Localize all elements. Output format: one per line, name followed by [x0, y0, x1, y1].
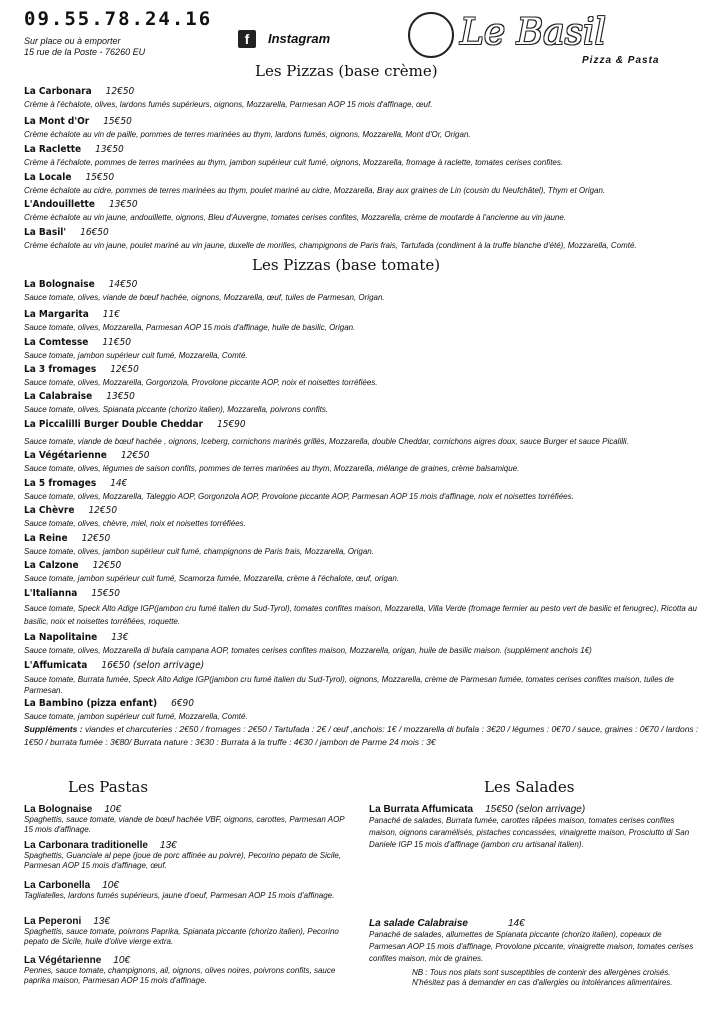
menu-item-desc: Sauce tomate, olives, légumes de saison confits, pommes de terres marinées au thym, Mozzarella, mélange de graines, crème balsamique.	[24, 464, 520, 473]
menu-item-name: La Carbonara traditionelle 13€	[24, 840, 177, 851]
menu-item-desc: Sauce tomate, olives, Mozzarella, Parmesan AOP 15 mois d'affinage, huile de basilic, Origan.	[24, 323, 356, 332]
menu-item-name: La Comtesse 11€50	[24, 337, 131, 348]
menu-item-desc: Spaghettis, Guanciale al pepe (joue de porc affinée au poivre), Pecorino pepato de Sicile, Parmesan AOP 15 mois d'affinage, œuf.	[24, 851, 342, 870]
menu-item-desc: Sauce tomate, olives, Spianata piccante (chorizo italien), Mozzarella, poivrons confits.	[24, 405, 329, 414]
menu-item-desc: Pennes, sauce tomate, champignons, ail, oignons, olives noires, poivrons confits, sauce paprika maison, Parmesan AOP 15 mois d'affinage.	[24, 966, 336, 985]
menu-item-desc: Crème à l'échalote, pommes de terres marinées au thym, jambon supérieur cuit fumé, oignons, Mozzarella, fromage à raclette, tomates cerises confites.	[24, 158, 564, 167]
menu-item-desc: Sauce tomate, olives, Mozzarella di bufala campana AOP, tomates cerises confites maison, Mozzarella, origan, huile de basilic maison. (supplément anchois 1€)	[24, 646, 592, 655]
menu-item-name: La Peperoni 13€	[24, 916, 110, 927]
menu-item-desc: Sauce tomate, olives, Mozzarella, Gorgonzola, Provolone piccante AOP, noix et noisettes torréfiées.	[24, 378, 378, 387]
list-item	[24, 880, 354, 901]
menu-item-name: La Burrata Affumicata 15€50 (selon arrivage)	[369, 804, 586, 815]
menu-item-desc: Crème échalote au vin jaune, andouillette, oignons, Bleu d'Auvergne, tomates cerises confites, Mozzarella, crème de moutarde à l'ancienne au vin jaune.	[24, 213, 567, 222]
menu-item-name: La Piccalilli Burger Double Cheddar 15€90	[24, 419, 246, 430]
menu-item-desc: Sauce tomate, olives, chèvre, miel, noix et noisettes torréfiées.	[24, 519, 246, 528]
menu-item-desc: Sauce tomate, jambon supérieur cuit fumé, Mozzarella, Comté.	[24, 351, 248, 360]
phone-number: 09.55.78.24.16	[24, 8, 213, 30]
menu-item-name: L'Andouillette 13€50	[24, 199, 138, 210]
section-title-pizzas-tomate: Les Pizzas (base tomate)	[252, 256, 441, 274]
menu-item-desc: Sauce tomate, Burrata fumée, Speck Alto Adige IGP(jambon cru fumé italien du Sud-Tyrol), oignons, Mozzarella, crème de Parmesan fumée, tomates cerises confites maison, tuiles de Parmesan.	[24, 675, 674, 695]
list-item	[24, 916, 354, 947]
menu-item-name: La Carbonara 12€50	[24, 86, 135, 97]
list-item	[24, 840, 354, 871]
menu-item-desc: Crème échalote au vin de paille, pommes de terres marinées au thym, lardons fumés, oignons, Mozzarella, Mont d'Or, Origan.	[24, 130, 471, 139]
seal-icon	[408, 12, 454, 58]
menu-item-name: L'Italianna 15€50	[24, 588, 120, 599]
menu-item-desc: Sauce tomate, jambon supérieur cuit fumé, Mozzarella, Comté.	[24, 712, 248, 721]
menu-item-desc: Sauce tomate, Speck Alto Adige IGP(jambon cru fumé italien du Sud-Tyrol), tomates confites maison, Mozzarella, Villa Verde (fromage fermier au pesto vert de basilic et fenugrec), Ricotta au basilic, noix et noisettes torréfiées, roquette.	[24, 604, 697, 626]
menu-item-desc: Panaché de salades, allumettes de Spianata piccante (chorizo italien), copeaux de Parmesan AOP 15 mois d'affinage, Provolone piccante, vinaigrette maison, tomates cerises confites maison, mix de graines.	[369, 930, 694, 963]
supplements-text: viandes et charcuteries : 2€50 / fromages : 2€50 / Tartufada : 2€ / œuf ,anchois: 1€ / mozzarella di bufala : 3€20 / légumes : 0€70 / sauce, graines : 0€70 / lardons : 1€50 / burrata fumée : 3€80/ Burrata nature : 3€30 : Burrata à la truffe : 4€30 / jambon de Parme 24 mois : 3€	[24, 724, 699, 747]
allergen-note-line1: NB : Tous nos plats sont susceptibles de contenir des allergènes croisés.	[412, 968, 671, 977]
logo-subtitle: Pizza & Pasta	[582, 55, 660, 66]
section-title-salades: Les Salades	[484, 778, 575, 796]
menu-item-name: La Locale 15€50	[24, 172, 115, 183]
menu-item-desc: Spaghettis, sauce tomate, viande de bœuf hachée VBF, oignons, carottes, Parmesan AOP 15 mois d'affinage.	[24, 815, 345, 834]
menu-item-name: La 3 fromages 12€50	[24, 364, 139, 375]
menu-item-desc: Sauce tomate, viande de bœuf hachée , oignons, Iceberg, cornichons marinés grillés, Mozzarella, double Cheddar, cornichons aigres doux, sauce Burger et sauce Picalilli.	[24, 437, 629, 446]
menu-item-name: La Napolitaine 13€	[24, 632, 129, 643]
section-title-pizzas-creme: Les Pizzas (base crème)	[255, 62, 438, 80]
logo-title: Le Basil	[460, 12, 607, 53]
menu-item-desc: Sauce tomate, jambon supérieur cuit fumé, Scamorza fumée, Mozzarella, crème à l'échalote, œuf, origan.	[24, 574, 400, 583]
list-item	[24, 804, 354, 835]
address: 15 rue de la Poste - 76260 EU	[24, 47, 146, 57]
menu-item-name: La Carbonella 10€	[24, 880, 119, 891]
menu-item-name: La 5 fromages 14€	[24, 478, 128, 489]
instagram-label[interactable]: Instagram	[268, 31, 331, 46]
logo	[400, 10, 700, 68]
menu-item-name: La Raclette 13€50	[24, 144, 124, 155]
menu-item-name: La Mont d'Or 15€50	[24, 116, 132, 127]
supplements	[24, 723, 704, 749]
menu-item-desc: Tagliatelles, lardons fumés supérieurs, jaune d'oeuf, Parmesan AOP 15 mois d'affinage.	[24, 891, 335, 900]
menu-item-name: La Basil' 16€50	[24, 227, 109, 238]
menu-item-desc: Sauce tomate, olives, viande de bœuf hachée, oignons, Mozzarella, œuf, tuiles de Parmesan, Origan.	[24, 293, 385, 302]
menu-item-name: La Reine 12€50	[24, 533, 111, 544]
list-item	[24, 955, 354, 986]
menu-item-name: La salade Calabraise 14€	[369, 918, 525, 929]
menu-item-desc: Sauce tomate, olives, Mozzarella, Taleggio AOP, Gorgonzola AOP, Provolone piccante AOP, Parmesan AOP 15 mois d'affinage, noix et noisettes torréfiées.	[24, 492, 574, 501]
menu-item-name: La Margarita 11€	[24, 309, 120, 320]
section-title-pastas: Les Pastas	[68, 778, 149, 796]
menu-item-name: La Végétarienne 10€	[24, 955, 130, 966]
list-item	[369, 918, 699, 965]
menu-item-desc: Sauce tomate, olives, jambon supérieur cuit fumé, champignons de Paris frais, Mozzarella, Origan.	[24, 547, 374, 556]
facebook-icon[interactable]: f	[238, 30, 256, 48]
menu-item-desc: Spaghettis, sauce tomate, poivrons Paprika, Spianata piccante (chorizo italien), Pecorino pepato de Sicile, huile d'olive vierge extra.	[24, 927, 339, 946]
menu-item-desc: Crème échalote au cidre, pommes de terres marinées au thym, poulet mariné au cidre, Mozzarella, Bray aux graines de Lin (cousin du Neufchâtel), Thym et Origan.	[24, 186, 606, 195]
menu-item-desc: Panaché de salades, Burrata fumée, carottes râpées maison, tomates cerises confites maison, oignons caramélisés, pistaches concassées, vinaigrette maison, Prosciutto di San Daniele IGP 15 mois d'affinage (jambon cru artisanal italien).	[369, 816, 690, 849]
tagline: Sur place ou à emporter	[24, 36, 121, 46]
menu-item-desc: Crème à l'échalote, olives, lardons fumés supérieurs, oignons, Mozzarella, Parmesan AOP 15 mois d'affinage, œuf.	[24, 100, 433, 109]
menu-item-name: La Calzone 12€50	[24, 560, 122, 571]
menu-item-name: La Bambino (pizza enfant) 6€90	[24, 698, 194, 709]
menu-item-name: La Bolognaise 14€50	[24, 279, 138, 290]
list-item	[369, 804, 699, 851]
menu-item-name: La Végétarienne 12€50	[24, 450, 150, 461]
menu-item-name: La Calabraise 13€50	[24, 391, 135, 402]
allergen-note-line2: N'hésitez pas à demander en cas d'allergies ou intolérances alimentaires.	[412, 978, 673, 987]
supplements-label: Suppléments :	[24, 724, 83, 734]
allergen-note	[412, 968, 712, 988]
menu-item-name: La Chèvre 12€50	[24, 505, 118, 516]
menu-item-name: L'Affumicata 16€50 (selon arrivage)	[24, 660, 205, 671]
menu-item-name: La Bolognaise 10€	[24, 804, 122, 815]
menu-item-desc: Crème échalote au vin jaune, poulet mariné au vin jaune, duxelle de morilles, champignons de Paris frais, Tartufada (condiment à la truffe blanche d'été), Mozzarella, Comté.	[24, 241, 637, 250]
